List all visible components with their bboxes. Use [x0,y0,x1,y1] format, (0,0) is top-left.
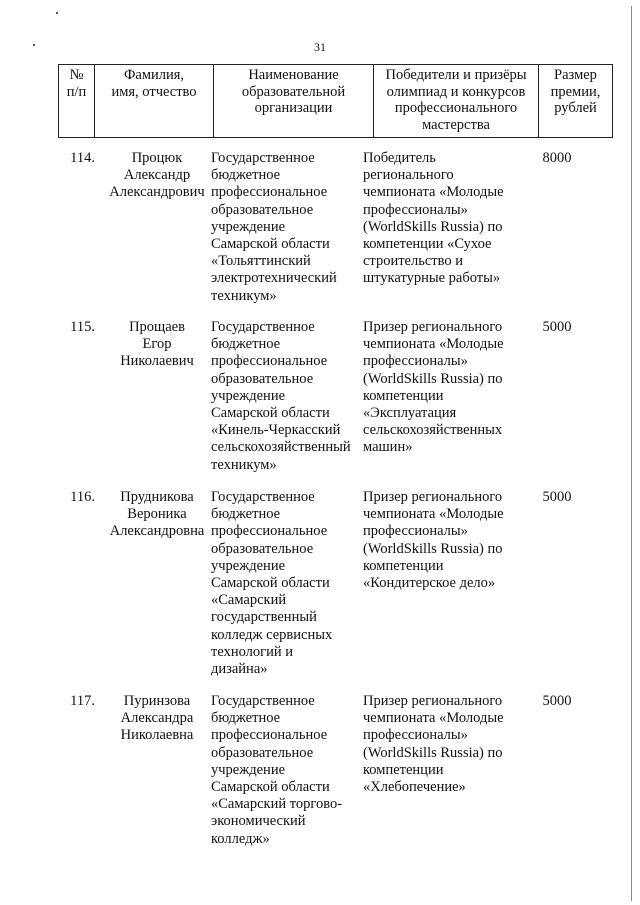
row-achievement: Призер регионального чемпионата «Молодые профессионалы» (WorldSkills Russia) по компетенции «Хлебопечение» [363,693,504,796]
table-header [58,64,613,138]
page-number: 31 [314,40,326,54]
row-achievement: Призер регионального чемпионата «Молодые профессионалы» (WorldSkills Russia) по компетенции «Эксплуатация сельскохозяйственных машин» [363,319,504,456]
row-name: Прощаев Егор Николаевич [120,319,194,370]
row-prize: 5000 [542,489,572,505]
row-prize: 5000 [542,693,572,709]
header-prize: Размер премии, рублей [539,65,613,138]
row-number: 115. [70,319,95,335]
row-name: Пуринзова Александра Николаевна [120,693,194,744]
row-name: Прудникова Вероника Александровна [109,489,205,540]
row-name: Процюк Александр Александрович [109,150,205,201]
header-achievement: Победители и призёры олимпиад и конкурсов профессионального мастерства [374,65,539,138]
row-organization: Государственное бюджетное профессиональное образовательное учреждение Самарской области «Самарский государственный колледж сервисных технологий и дизайна» [211,489,333,678]
scan-speck [33,44,35,46]
header-full-name: Фамилия, имя, отчество [95,65,214,138]
row-achievement: Победитель регионального чемпионата «Молодые профессионалы» (WorldSkills Russia) по компетенции «Сухое строительство и штукатурные работы» [363,150,504,287]
row-number: 116. [70,489,95,505]
scan-speck [56,12,58,14]
row-number: 114. [70,150,95,166]
row-number: 117. [70,693,95,709]
row-achievement: Призер регионального чемпионата «Молодые профессионалы» (WorldSkills Russia) по компетенции «Кондитерское дело» [363,489,504,592]
row-prize: 8000 [542,150,572,166]
row-organization: Государственное бюджетное профессиональное образовательное учреждение Самарской области «Кинель-Черкасский сельскохозяйственный техникум» [211,319,351,473]
row-organization: Государственное бюджетное профессиональное образовательное учреждение Самарской области «Самарский торгово- экономический колледж» [211,693,343,847]
header-organization: Наименование образовательной организации [214,65,374,138]
row-prize: 5000 [542,319,572,335]
row-organization: Государственное бюджетное профессиональное образовательное учреждение Самарской области «Тольяттинский электротехнический техникум» [211,150,337,304]
header-number: № п/п [59,65,95,138]
scan-edge-line [631,6,632,901]
